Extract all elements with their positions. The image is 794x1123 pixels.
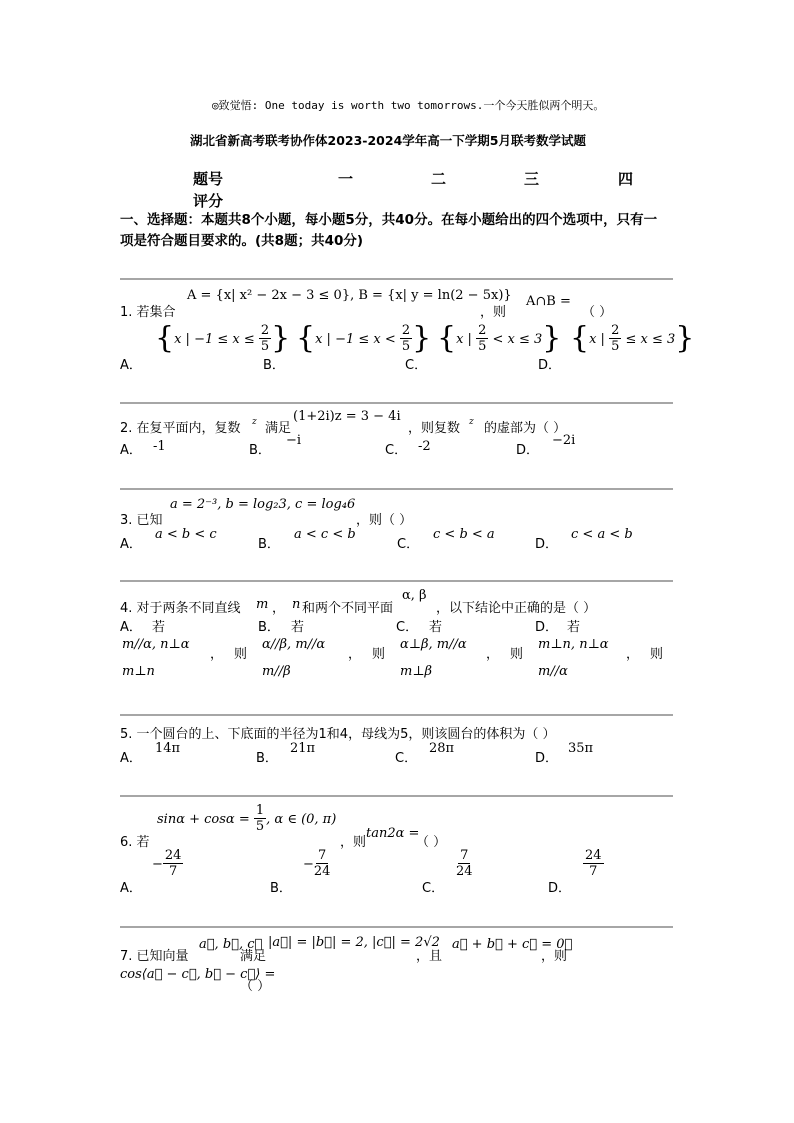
q6-paren: （ ） (416, 835, 447, 850)
q2-mid: 满足 (265, 421, 292, 436)
q4-option-a-then: 则 (234, 647, 248, 662)
q5-option-b-label: B． (256, 751, 278, 766)
q6-option-a-label: A． (120, 881, 142, 896)
q1-option-c-label: C． (405, 358, 428, 373)
q4-option-c-concl: m⊥β (400, 664, 433, 679)
q7-paren: （ ） (240, 979, 271, 994)
q2-option-b-label: B． (249, 443, 271, 458)
q3-option-c: c < b < a (433, 527, 495, 542)
q6-expr: tan2α = (366, 826, 420, 841)
q4-option-a-concl: m⊥n (122, 664, 155, 679)
q4-option-b-if: 若 (291, 620, 305, 635)
q3-end: ，则（ ） (356, 513, 413, 528)
q1-stem-end: ，则 (480, 305, 507, 320)
question-divider (120, 488, 673, 490)
q4-option-d-cond: m⊥n, n⊥α (538, 637, 609, 652)
q3-option-d-label: D． (535, 537, 559, 552)
q4-planes: α, β (402, 588, 427, 603)
question-divider (120, 402, 673, 404)
q4-option-a-if: 若 (152, 620, 166, 635)
q5-option-a-label: A． (120, 751, 142, 766)
document-title: 湖北省新高考联考协作体2023-2024学年高一下学期5月联考数学试题 (190, 133, 586, 148)
q7-stem: 7. 已知向量 (120, 949, 189, 964)
q6-mid: ，则 (340, 835, 367, 850)
q6-condition: sinα + cosα = $\frac{1}{5}$ , α ∈ (0, π) (157, 803, 337, 834)
q5-option-c-label: C． (395, 751, 418, 766)
q1-option-b-label: B． (263, 358, 285, 373)
q4-option-d-if: 若 (567, 620, 581, 635)
q6-option-c: $\frac{7}{24}$ (456, 848, 473, 879)
q2-option-c: -2 (418, 439, 431, 454)
q6-option-a: − $\frac{24}{7}$ (152, 848, 182, 879)
q2-z: z (252, 417, 257, 427)
q2-stem: 2. 在复平面内，复数 (120, 421, 241, 436)
q2-equation: (1+2i)z = 3 − 4i (293, 409, 401, 424)
q4-mid: ， (272, 601, 286, 616)
question-divider (120, 278, 673, 280)
q7-vectors: a⃗, b⃗, c⃗ (199, 937, 263, 952)
q2-option-c-label: C． (385, 443, 408, 458)
q4-option-b-then: 则 (372, 647, 386, 662)
q2-option-d: −2i (552, 433, 576, 448)
question-divider (120, 926, 673, 928)
q6-stem: 6. 若 (120, 835, 150, 850)
q1-expr: A∩B = (526, 294, 571, 309)
q4-option-c-if: 若 (429, 620, 443, 635)
question-divider (120, 580, 673, 582)
q4-option-d-concl: m//α (538, 664, 568, 679)
q1-sets: A = {x| x² − 2x − 3 ≤ 0}, B = {x| y = ln(2 − 5x)} (187, 288, 512, 303)
q4-option-d-then: 则 (650, 647, 664, 662)
score-table-row-label: 题号 (193, 170, 224, 188)
q4-option-b-cond: α//β, m//α (262, 637, 326, 652)
q6-option-d: $\frac{24}{7}$ (585, 848, 602, 879)
q6-option-b-label: B． (270, 881, 292, 896)
q3-option-c-label: C． (397, 537, 420, 552)
q5-option-d-label: D． (535, 751, 559, 766)
q4-option-c-comma: ， (486, 647, 500, 662)
q4-n: n (292, 597, 301, 612)
q3-option-b: a < c < b (294, 527, 356, 542)
q4-option-d-label: D． (535, 620, 559, 635)
q2-option-b: −i (286, 433, 302, 448)
q3-option-d: c < a < b (571, 527, 633, 542)
q4-option-b-concl: m//β (262, 664, 291, 679)
q4-option-b-comma: ， (348, 647, 362, 662)
q2-z2: z (469, 417, 474, 427)
score-col-2: 二 (431, 170, 447, 188)
q4-mid2: 和两个不同平面 (302, 601, 394, 616)
q4-end: ，以下结论中正确的是（ ） (436, 601, 597, 616)
q3-option-a: a < b < c (155, 527, 217, 542)
q4-option-c-cond: α⊥β, m//α (400, 637, 467, 652)
q4-option-c-then: 则 (510, 647, 524, 662)
q1-paren: （ ） (582, 305, 613, 320)
motto-line: ◎致觉悟: One today is worth two tomorrows.一个今天胜似两个明天。 (212, 99, 605, 112)
q4-option-d-comma: ， (626, 647, 640, 662)
q1-option-d: {x | $\frac{2}{5}$ ≤ x ≤ 3} (570, 320, 695, 356)
q3-option-b-label: B． (258, 537, 280, 552)
q7-condition: |a⃗| = |b⃗| = 2, |c⃗| = 2√2 (268, 935, 440, 950)
q4-option-b-label: B． (258, 620, 280, 635)
q7-end: ，则 (541, 949, 568, 964)
section-heading-choice: 一、选择题：本题共8个小题，每小题5分，共40分。在每小题给出的四个选项中，只有一项是符合题目要求的。(共8题；共40分) (120, 212, 658, 249)
q4-m: m (256, 597, 269, 612)
q1-option-a: {x | −1 ≤ x ≤ $\frac{2}{5}$ } (155, 320, 291, 356)
q3-option-a-label: A． (120, 537, 142, 552)
q2-option-d-label: D． (516, 443, 540, 458)
q2-option-a-label: A． (120, 443, 142, 458)
q2-end: 的虚部为（ ） (484, 421, 567, 436)
q7-mid: 满足 (240, 949, 267, 964)
q1-option-c: {x | $\frac{2}{5}$ < x ≤ 3} (437, 320, 562, 356)
q4-option-a-label: A． (120, 620, 142, 635)
q3-expr: a = 2⁻³, b = log₂3, c = log₄6 (170, 497, 356, 512)
q4-option-a-cond: m//α, n⊥α (122, 637, 190, 652)
q7-sum: a⃗ + b⃗ + c⃗ = 0⃗ (452, 937, 573, 952)
score-col-1: 一 (338, 170, 354, 188)
q1-option-d-label: D． (538, 358, 562, 373)
q4-option-a-comma: ， (210, 647, 224, 662)
question-divider (120, 795, 673, 797)
q1-option-a-label: A． (120, 358, 142, 373)
q5-option-d: 35π (568, 741, 594, 756)
q3-stem: 3. 已知 (120, 513, 163, 528)
q5-stem: 5. 一个圆台的上、下底面的半径为1和4，母线为5，则该圆台的体积为（ ） (120, 727, 556, 742)
q2-stem-end: ，则复数 (408, 421, 461, 436)
score-col-4: 四 (618, 170, 634, 188)
q5-option-b: 21π (290, 741, 316, 756)
q4-stem: 4. 对于两条不同直线 (120, 601, 241, 616)
q7-expr: cos⟨a⃗ − c⃗, b⃗ − c⃗⟩ = (120, 967, 276, 982)
q2-option-a: -1 (153, 439, 166, 454)
q1-option-b: {x | −1 ≤ x < $\frac{2}{5}$ } (296, 320, 432, 356)
q4-option-c-label: C． (396, 620, 419, 635)
q6-option-c-label: C． (422, 881, 445, 896)
q7-mid2: ，且 (416, 949, 443, 964)
q1-stem: 1. 若集合 (120, 305, 176, 320)
question-divider (120, 714, 673, 716)
score-col-3: 三 (524, 170, 540, 188)
q5-option-a: 14π (155, 741, 181, 756)
score-table-score-label: 评分 (193, 192, 224, 210)
q6-option-d-label: D． (548, 881, 572, 896)
q5-option-c: 28π (429, 741, 455, 756)
q6-option-b: − $\frac{7}{24}$ (303, 848, 331, 879)
